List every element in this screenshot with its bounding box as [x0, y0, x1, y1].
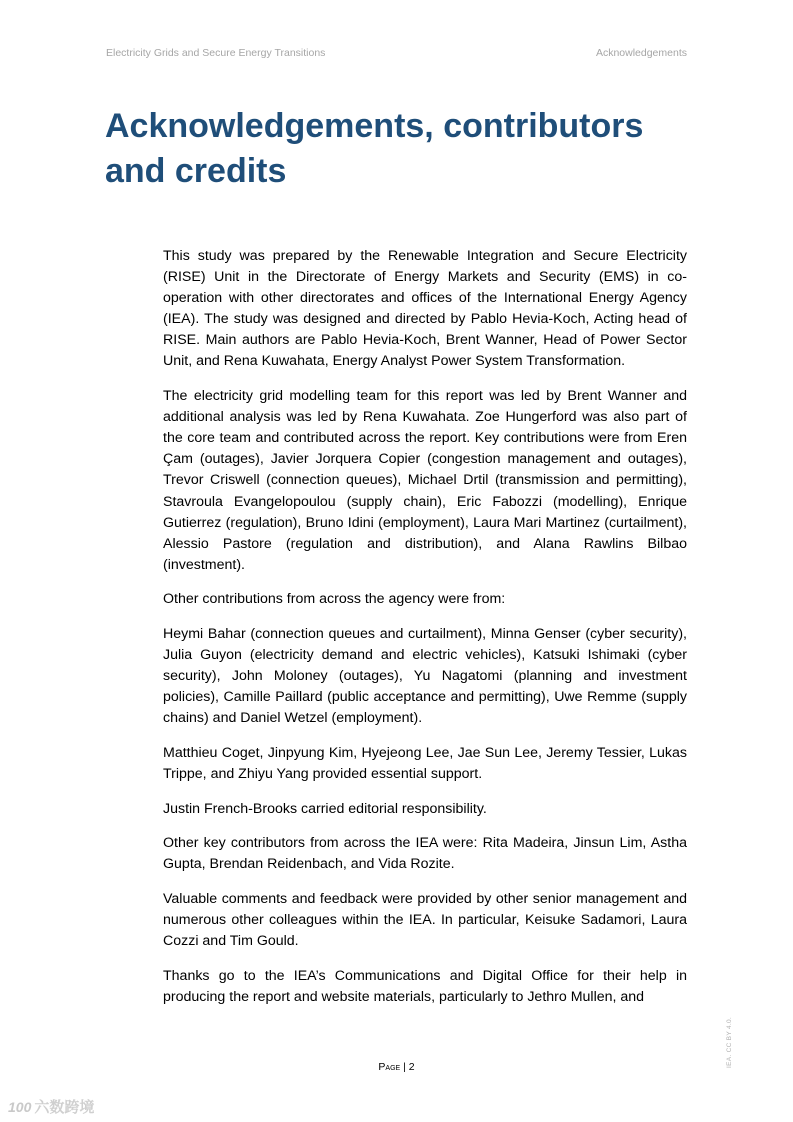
header-section-name: Acknowledgements — [595, 47, 687, 59]
header-report-title: Electricity Grids and Secure Energy Transitions — [106, 47, 326, 59]
page-number: 2 — [408, 1061, 415, 1073]
paragraph-6: Justin French-Brooks carried editorial responsibility. — [163, 800, 487, 817]
page-footer — [0, 1061, 793, 1073]
paragraph-3: Other contributions from across the agency were from: — [163, 591, 506, 608]
paragraph-1: This study was prepared by the Renewable Integration and Secure Electricity (RISE) Unit in the Directorate of Energy Markets and Security (EMS) in co-operation with other directorates and offices of the International Energy Agency (IEA). The study was designed and directed by Pablo Hevia-Koch, Acting head of RISE. Main authors are Pablo Hevia-Koch, Brent Wanner, Head of Power Sector Unit, and Rena Kuwahata, Energy Analyst Power System Transformation. — [163, 248, 687, 370]
paragraph-4: Heymi Bahar (connection queues and curtailment), Minna Genser (cyber security), Julia Guyon (electricity demand and electric vehicles), Katsuki Ishimaki (cyber security), John Moloney (outages), Yu Nagatomi (planning and investment policies), Camille Paillard (public acceptance and permitting), Uwe Remme (supply chains) and Daniel Wetzel (employment). — [163, 626, 687, 727]
page-label: Page — [378, 1061, 401, 1073]
watermark-text: 六数跨境 — [34, 1099, 95, 1116]
paragraph-9: Thanks go to the IEA’s Communications and Digital Office for their help in producing the report and website materials, particularly to Jethro Mullen, and — [163, 967, 687, 1005]
body-text — [163, 246, 687, 1021]
paragraph-8: Valuable comments and feedback were provided by other senior management and numerous other colleagues within the IEA. In particular, Keisuke Sadamori, Laura Cozzi and Tim Gould. — [163, 890, 687, 950]
page-separator: | — [400, 1061, 409, 1073]
watermark — [8, 1096, 94, 1117]
watermark-logo-icon: 100 — [8, 1098, 32, 1115]
paragraph-7: Other key contributors from across the IEA were: Rita Madeira, Jinsun Lim, Astha Gupta, Brendan Reidenbach, and Vida Rozite. — [163, 835, 687, 873]
paragraph-5: Matthieu Coget, Jinpyung Kim, Hyejeong Lee, Jae Sun Lee, Jeremy Tessier, Lukas Trippe, and Zhiyu Yang provided essential support. — [163, 744, 687, 783]
page-title: Acknowledgements, contributors and credits — [105, 107, 644, 190]
paragraph-2: The electricity grid modelling team for this report was led by Brent Wanner and additional analysis was led by Rena Kuwahata. Zoe Hungerford was also part of the core team and contributed across the report. Key contributions were from Eren Çam (outages), Javier Jorquera Copier (congestion management and outages), Trevor Criswell (connection queues), Michael Drtil (transmission and permitting), Stavroula Evangelopoulou (supply chain), Eric Fabozzi (modelling), Enrique Gutierrez (regulation), Bruno Idini (employment), Laura Mari Martinez (curtailment), Alessio Pastore (regulation and distribution), and Alana Rawlins Bilbao (investment). — [163, 388, 687, 573]
license-notice: IEA. CC BY 4.0. — [726, 1017, 733, 1068]
